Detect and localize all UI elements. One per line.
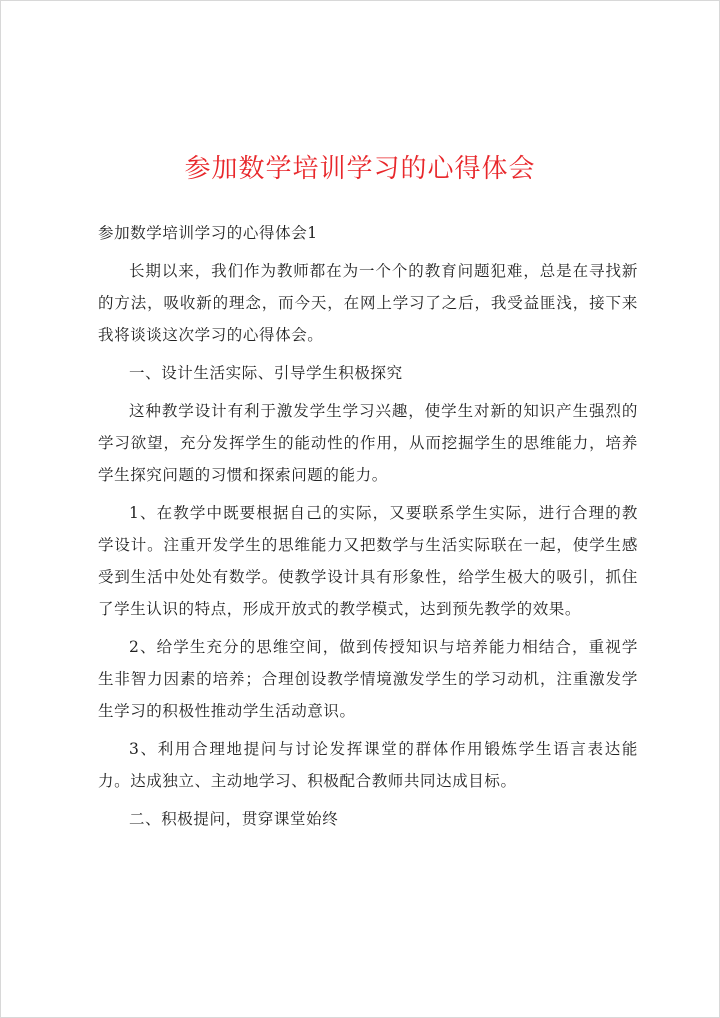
- section-heading-1: 一、设计生活实际、引导学生积极探究: [129, 364, 403, 382]
- paragraph-intro: 长期以来，我们作为教师都在为一个个的教育问题犯难，总是在寻找新的方法，吸收新的理念，而今天，在网上学习了之后，我受益匪浅，接下来我将谈谈这次学习的心得体会。: [98, 262, 638, 344]
- section-heading-2: 二、积极提问，贯穿课堂始终: [129, 810, 339, 828]
- document-body: [98, 217, 638, 835]
- paragraph-point-3: 3、利用合理地提问与讨论发挥课堂的群体作用锻炼学生语言表达能力。达成独立、主动地学习、积极配合教师共同达成目标。: [98, 740, 638, 790]
- document-title: 参加数学培训学习的心得体会: [184, 154, 536, 184]
- paragraph-point-1: 1、在教学中既要根据自己的实际，又要联系学生实际，进行合理的教学设计。注重开发学生的思维能力又把数学与生活实际联在一起，使学生感受到生活中处处有数学。使教学设计具有形象性，给学生极大的吸引，抓住了学生认识的特点，形成开放式的教学模式，达到预先教学的效果。: [98, 504, 638, 618]
- section-heading: 参加数学培训学习的心得体会1: [98, 224, 318, 242]
- paragraph-point-2: 2、给学生充分的思维空间，做到传授知识与培养能力相结合，重视学生非智力因素的培养；合理创设教学情境激发学生的学习动机，注重激发学生学习的积极性推动学生活动意识。: [98, 638, 638, 720]
- paragraph-design: 这种教学设计有利于激发学生学习兴趣，使学生对新的知识产生强烈的学习欲望，充分发挥学生的能动性的作用，从而挖掘学生的思维能力，培养学生探究问题的习惯和探索问题的能力。: [98, 402, 638, 484]
